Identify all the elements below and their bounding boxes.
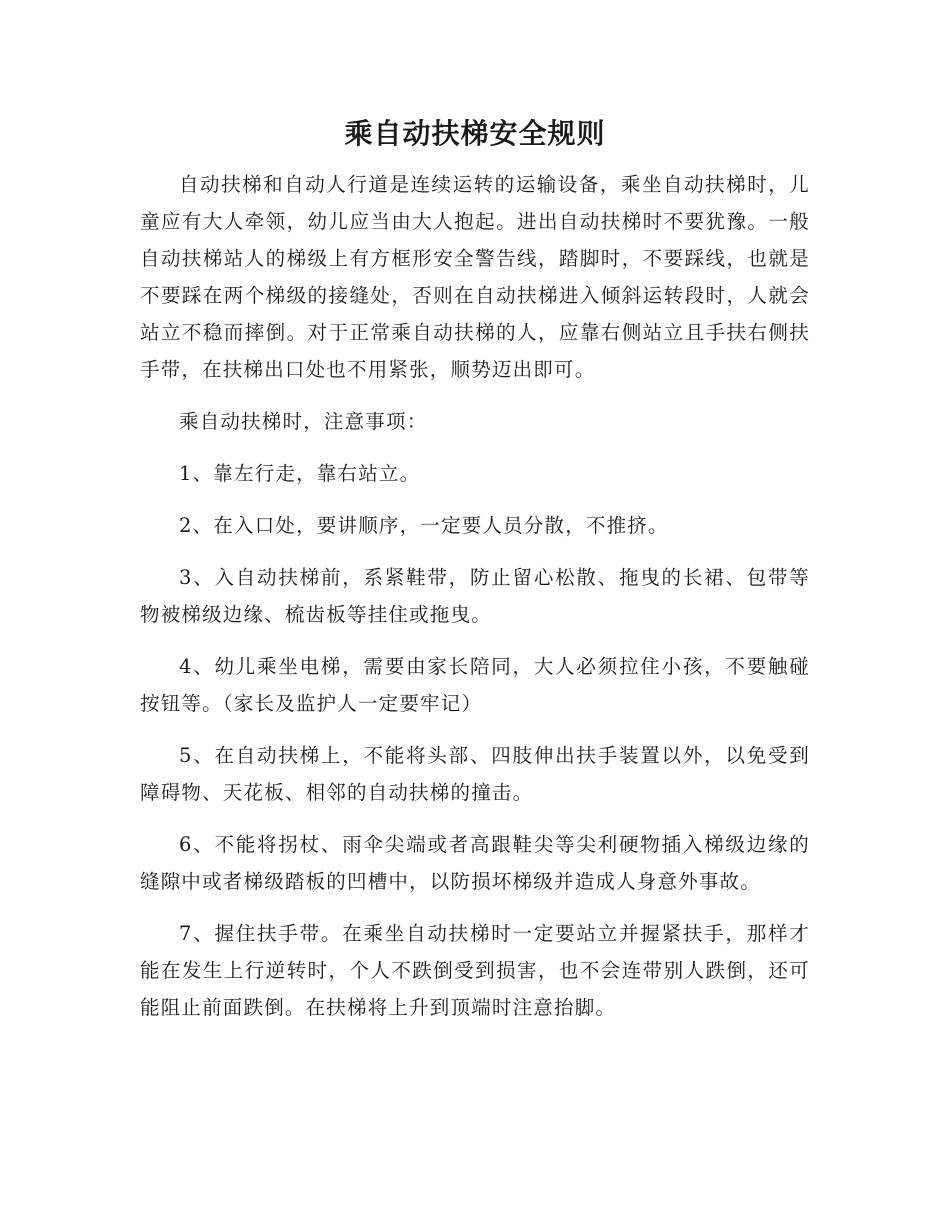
paragraph-item-5: 5、在自动扶梯上，不能将头部、四肢伸出扶手装置以外，以免受到障碍物、天花板、相邻的自动扶梯的撞击。 xyxy=(140,744,810,804)
paragraph-notes-heading: 乘自动扶梯时，注意事项： xyxy=(179,410,428,433)
paragraph-item-1: 1、靠左行走，靠右站立。 xyxy=(179,462,421,485)
paragraph-item-4: 4、幼儿乘坐电梯，需要由家长陪同，大人必须拉住小孩，不要触碰按钮等。（家长及监护人一定要牢记） xyxy=(140,655,810,715)
paragraph-intro: 自动扶梯和自动人行道是连续运转的运输设备，乘坐自动扶梯时，儿童应有大人牵领，幼儿应当由大人抱起。进出自动扶梯时不要犹豫。一般自动扶梯站人的梯级上有方框形安全警告线，踏脚时，不要踩线，也就是不要踩在两个梯级的接缝处，否则在自动扶梯进入倾斜运转段时，人就会站立不稳而摔倒。对于正常乘自动扶梯的人，应靠右侧站立且手扶右侧扶手带，在扶梯出口处也不用紧张，顺势迈出即可。 xyxy=(140,173,810,381)
paragraph-item-2: 2、在入口处，要讲顺序，一定要人员分散，不推挤。 xyxy=(179,514,669,537)
paragraph-item-3: 3、入自动扶梯前，系紧鞋带，防止留心松散、拖曳的长裙、包带等物被梯级边缘、梳齿板等挂住或拖曳。 xyxy=(140,566,810,626)
document-body xyxy=(140,166,810,1041)
paragraph-item-7: 7、握住扶手带。在乘坐自动扶梯时一定要站立并握紧扶手，那样才能在发生上行逆转时，个人不跌倒受到损害，也不会连带别人跌倒，还可能阻止前面跌倒。在扶梯将上升到顶端时注意抬脚。 xyxy=(140,922,810,1019)
paragraph-item-6: 6、不能将拐杖、雨伞尖端或者高跟鞋尖等尖利硬物插入梯级边缘的缝隙中或者梯级踏板的凹槽中，以防损坏梯级并造成人身意外事故。 xyxy=(140,833,810,893)
document-title: 乘自动扶梯安全规则 xyxy=(344,117,606,150)
